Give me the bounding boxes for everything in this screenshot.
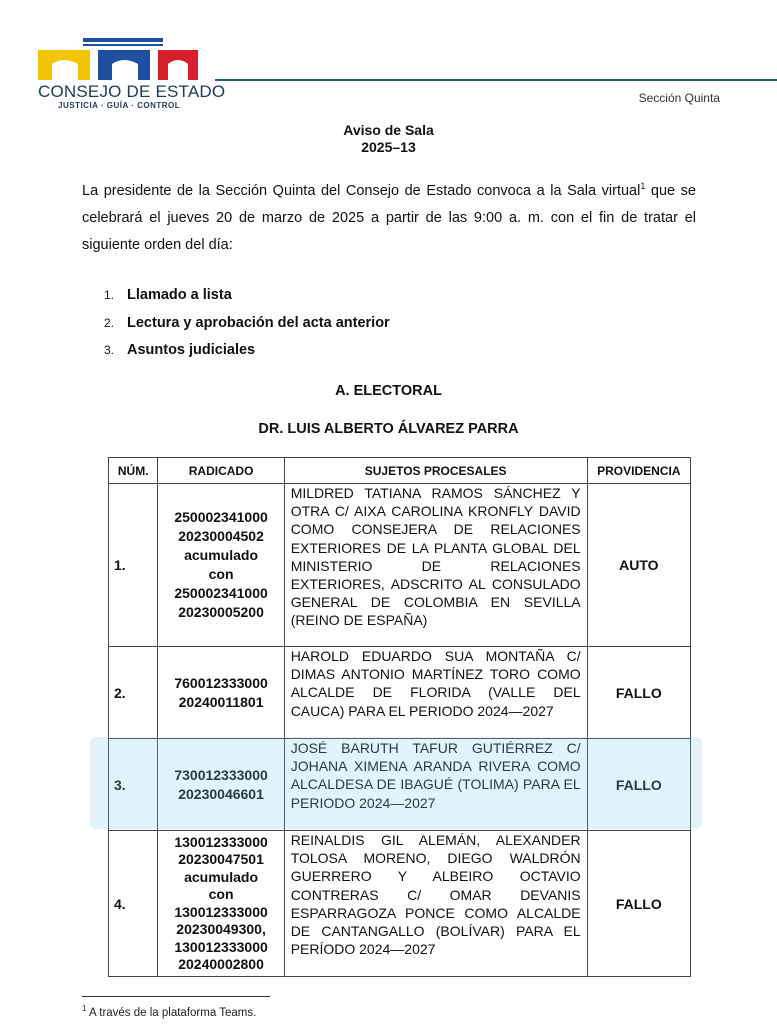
- row-sujetos: [284, 739, 587, 831]
- row-sujetos: [284, 647, 587, 739]
- header-divider: [215, 79, 777, 81]
- radicado-line: acumulado: [184, 547, 259, 563]
- row-number: 3.: [109, 739, 158, 831]
- cases-table: [108, 457, 691, 977]
- sujetos-text: MILDRED TATIANA RAMOS SÁNCHEZ Y OTRA C/ AIXA CAROLINA KRONFLY DAVID COMO CONSEJERA DE RELACIONES EXTERIORES DE LA PLANTA GLOBAL DEL MINISTERIO DE RELACIONES EXTERIORES, ADSCRITO AL CONSULADO GENERAL DE COLOMBIA EN SEVILLA (REINO DE ESPAÑA): [290, 485, 581, 629]
- intro-paragraph: [82, 173, 696, 259]
- row-providencia: FALLO: [587, 831, 690, 977]
- footnote-reference[interactable]: 1: [640, 181, 646, 191]
- radicado-line: con: [208, 566, 234, 582]
- document-title-block: [0, 122, 777, 156]
- agenda-item: [104, 310, 390, 338]
- radicado-line: 20230005200: [178, 604, 264, 620]
- radicado-line: 20230046601: [178, 785, 264, 802]
- row-radicado: [158, 739, 284, 831]
- document-number: 2025–13: [361, 139, 416, 155]
- table-row: [109, 647, 691, 739]
- agenda-item-label: Asuntos judiciales: [127, 342, 256, 358]
- column-header-radicado: RADICADO: [158, 458, 284, 484]
- row-radicado: [158, 484, 284, 647]
- agenda-item-label: Lectura y aprobación del acta anterior: [127, 314, 390, 331]
- radicado-line: 730012333000: [174, 766, 268, 783]
- agenda-item-number: 1.: [104, 288, 115, 302]
- logo-subtitle: JUSTICIA · GUÍA · CONTROL: [58, 101, 181, 110]
- row-providencia: AUTO: [587, 484, 690, 647]
- magistrate-heading: DR. LUIS ALBERTO ÁLVAREZ PARRA: [258, 421, 519, 437]
- agenda-item-number: 3.: [104, 343, 115, 357]
- radicado-line: 20240002800: [178, 956, 264, 972]
- agenda-item: [104, 337, 390, 365]
- radicado-line: 760012333000: [174, 674, 268, 691]
- radicado-line: 20230049300,: [176, 921, 266, 937]
- sujetos-text: HAROLD EDUARDO SUA MONTAÑA C/ DIMAS ANTONIO MARTÍNEZ TORO COMO ALCALDE DE FLORIDA (VALLE DEL CAUCA) PARA EL PERIODO 2024—2027: [290, 648, 581, 719]
- row-providencia: FALLO: [587, 647, 690, 739]
- footnote-divider: [82, 996, 270, 997]
- column-header-num: NÚM.: [109, 458, 158, 484]
- section-heading: A. ELECTORAL: [335, 383, 442, 399]
- row-sujetos: [284, 831, 587, 977]
- footnote: [82, 1004, 256, 1019]
- row-number: 2.: [109, 647, 158, 739]
- logo-title: CONSEJO DE ESTADO: [38, 82, 226, 101]
- sujetos-text: JOSÉ BARUTH TAFUR GUTIÉRREZ C/ JOHANA XIMENA ARANDA RIVERA COMO ALCALDESA DE IBAGUÉ (TOLIMA) PARA EL PERIODO 2024—2027: [290, 740, 581, 811]
- intro-text-part2: que se celebrará el jueves 20 de marzo de 2025 a partir de las 9:00 a. m. con el fin de tratar el siguiente orden del día:: [82, 182, 696, 253]
- radicado-line: 250002341000: [174, 509, 268, 525]
- table-row: [109, 484, 691, 647]
- page-header: [0, 0, 777, 115]
- radicado-line: 20240011801: [178, 693, 264, 710]
- section-label: Sección Quinta: [638, 91, 720, 105]
- footnote-text: A través de la plataforma Teams.: [86, 1006, 257, 1019]
- row-radicado: [158, 831, 284, 977]
- row-number: 1.: [109, 484, 158, 647]
- radicado-line: 130012333000: [174, 903, 268, 920]
- agenda-item-label: Llamado a lista: [127, 287, 232, 303]
- document-title: Aviso de Sala: [343, 122, 434, 138]
- row-radicado: [158, 647, 284, 739]
- sujetos-text: REINALDIS GIL ALEMÁN, ALEXANDER TOLOSA MORENO, DIEGO WALDRÓN GUERRERO Y ALBEIRO OCTAVIO CONTRERAS C/ OMAR DEVANIS ESPARRAGOZA PONCE COMO ALCALDE DE CANTANGALLO (BOLÍVAR) PARA EL PERÍODO 2024—2027: [290, 832, 581, 958]
- agenda-item: [104, 282, 390, 310]
- radicado-line: 20230004502: [178, 528, 264, 544]
- radicado-line: 250002341000: [174, 585, 268, 601]
- footnote-number: 1: [82, 1004, 87, 1013]
- radicado-line: con: [208, 886, 234, 902]
- radicado-line: 130012333000: [174, 833, 268, 850]
- table-row: [109, 739, 691, 831]
- row-sujetos: [284, 484, 587, 647]
- table-row: [109, 831, 691, 977]
- radicado-line: acumulado: [184, 868, 259, 885]
- row-number: 4.: [109, 831, 158, 977]
- intro-text-part1: La presidente de la Sección Quinta del Consejo de Estado convoca a la Sala virtual: [82, 182, 641, 199]
- column-header-providencia: PROVIDENCIA: [587, 458, 690, 484]
- radicado-line: 130012333000: [174, 938, 268, 955]
- column-header-sujetos: SUJETOS PROCESALES: [284, 458, 587, 484]
- table-header-row: [109, 458, 691, 484]
- agenda-list: [104, 282, 390, 365]
- agenda-item-number: 2.: [104, 315, 115, 330]
- row-providencia: FALLO: [587, 739, 690, 831]
- radicado-line: 20230047501: [178, 851, 264, 867]
